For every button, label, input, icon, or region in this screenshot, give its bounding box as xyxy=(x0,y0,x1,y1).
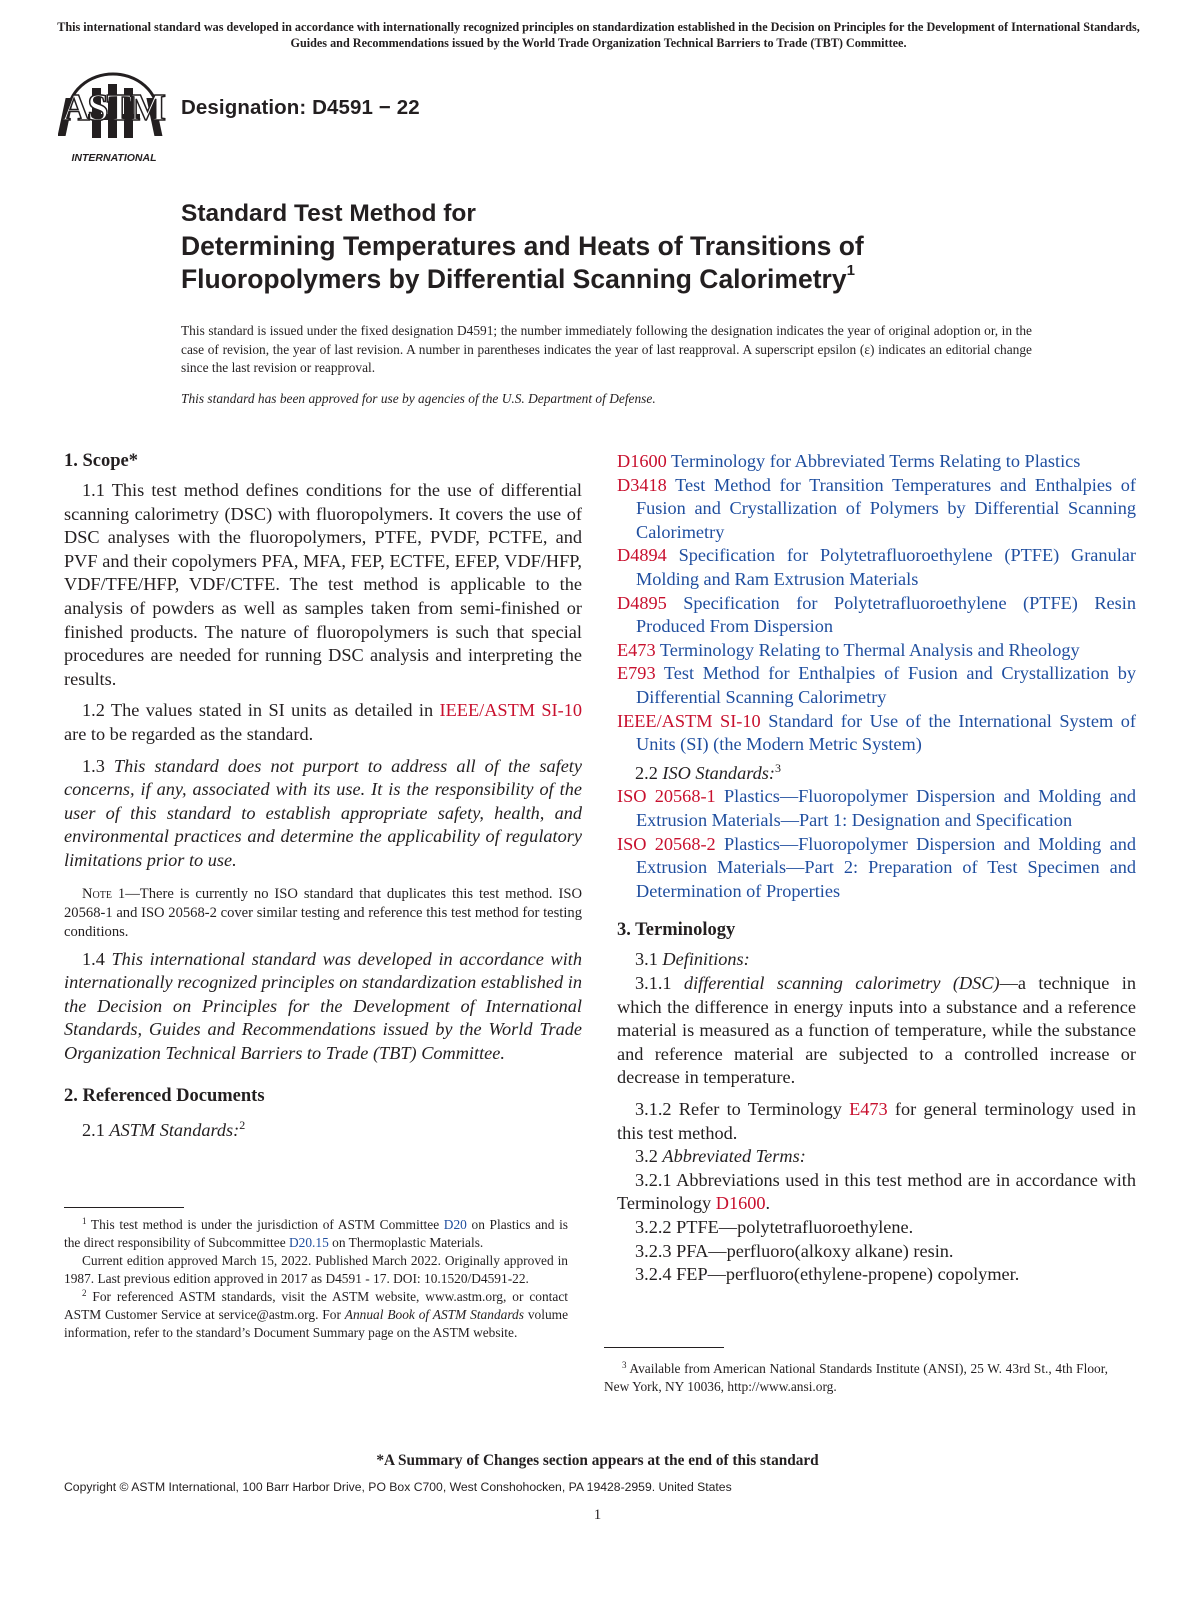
reference-code-link[interactable]: ISO 20568-2 xyxy=(617,833,716,854)
reference-code-link[interactable]: D4895 xyxy=(617,592,667,613)
logo-letters: ASTM xyxy=(62,87,164,129)
reference-title-link[interactable]: Terminology for Abbreviated Terms Relating to Plastics xyxy=(671,451,1081,471)
section-3-2-2: 3.2.2 PTFE—polytetrafluoroethylene. xyxy=(635,1216,914,1237)
d20-15-link[interactable]: D20.15 xyxy=(289,1235,329,1250)
reference-code-link[interactable]: D3418 xyxy=(617,474,667,495)
section-1-1: 1.1 This test method defines conditions for the use of differential scanning calorimetry (DSC) with fluoropolymers. It covers the use of DSC analyses with the fluoropolymers, PTFE, PVDF, PCTFE, and PVF and their copolymers PFA, MFA, FEP, ECTFE, EFEP, VDF/HFP, VDF/TFE/HFP, VDF/CTFE. The test method is applicable to the analysis of powders as well as samples taken from semi-finished or finished products. The nature of fluoropolymers is such that special procedures are needed for running DSC analysis and interpreting the results. xyxy=(64,480,582,689)
d20-link[interactable]: D20 xyxy=(443,1217,467,1232)
reference-code-link[interactable]: D1600 xyxy=(617,451,667,471)
footnote-1: $^1$ This test method is under the jurisdiction of ASTM Committee D20 on Plastics and is the direct responsibility of Subcommittee D20.15 on Thermoplastic Materials. xyxy=(64,1216,568,1250)
dod-statement: This standard has been approved for use by agencies of the U.S. Department of Defense. xyxy=(181,391,656,406)
d1600-link[interactable]: D1600 xyxy=(715,1193,766,1214)
section-3-1-2: 3.1.2 Refer to Terminology E473 for general terminology used in this test method. xyxy=(617,1098,1136,1143)
e473-link[interactable]: E473 xyxy=(849,1098,888,1119)
section-3-2: 3.2 Abbreviated Terms: xyxy=(635,1146,806,1167)
left-column xyxy=(64,450,582,1143)
tbt-notice: This international standard was developed in accordance with internationally recognized principles on standardization established in the Decision on Principles for the Development of International Standards, Guides and Recommendations issued by the World Trade Organization Technical Barriers to Trade (TBT) Committee. xyxy=(57,20,1140,50)
footnote-2: $^2$ For referenced ASTM standards, visit the ASTM website, www.astm.org, or contact ASTM Customer Service at service@astm.org. For Annual Book of ASTM Standards volume information, refer to the standard’s Document Summary page on the ASTM website. xyxy=(64,1288,569,1340)
terminology-heading: 3. Terminology xyxy=(617,920,736,941)
copyright-line: Copyright © ASTM International, 100 Barr Harbor Drive, PO Box C700, West Conshohocken, PA 19428-2959. United States xyxy=(64,1480,732,1494)
reference-title-link[interactable]: Specification for Polytetrafluoroethylene (PTFE) Resin Produced From Dispersion xyxy=(636,592,1136,637)
section-3-1: 3.1 Definitions: xyxy=(635,949,750,970)
reference-title-link[interactable]: Standard for Use of the International System of Units (SI) (the Modern Metric System) xyxy=(636,710,1136,755)
reference-code-link[interactable]: D4894 xyxy=(617,545,667,566)
reference-title-link[interactable]: Test Method for Enthalpies of Fusion and Crystallization by Differential Scanning Calorimetry xyxy=(636,663,1136,707)
section-3-2-3: 3.2.3 PFA—perfluoro(alkoxy alkane) resin. xyxy=(635,1240,954,1261)
reference-item xyxy=(617,450,1136,474)
section-2-1: 2.1 ASTM Standards:$^2$ xyxy=(82,1118,246,1141)
document-title xyxy=(181,197,1081,296)
footnote-rule-left xyxy=(64,1207,184,1208)
reference-item xyxy=(617,639,1136,663)
footnotes-left xyxy=(64,1216,568,1342)
iso-references-list xyxy=(617,785,1136,903)
footnotes-right xyxy=(604,1360,1108,1396)
astm-references-list xyxy=(617,450,1136,757)
scope-heading: 1. Scope* xyxy=(64,451,138,471)
section-3-1-1: 3.1.1 differential scanning calorimetry (DSC)—a technique in which the difference in energy inputs into a substance and a reference material is measured as a function of temperature, while the substance and reference material are subjected to a controlled increase or decrease in temperature. xyxy=(617,972,1136,1088)
reference-title-link[interactable]: Plastics—Fluoropolymer Dispersion and Molding and Extrusion Materials—Part 2: Preparation of Test Specimen and Determination of Properties xyxy=(636,833,1136,901)
footnote-3: $^3$ Available from American National Standards Institute (ANSI), 25 W. 43rd St., 4th Floor, New York, NY 10036, http://www.ansi.org. xyxy=(604,1360,1108,1394)
reference-item xyxy=(617,785,1136,832)
page-number: 1 xyxy=(593,1507,602,1523)
reference-title-link[interactable]: Terminology Relating to Thermal Analysis and Rheology xyxy=(659,639,1080,660)
right-column xyxy=(617,450,1136,1287)
reference-item xyxy=(617,474,1136,545)
note-1: Note 1—There is currently no ISO standard that duplicates this test method. ISO 20568-1 and ISO 20568-2 cover similar testing and reference this test method for testing conditions. xyxy=(64,885,582,940)
section-2-2: 2.2 ISO Standards:$^3$ xyxy=(635,760,781,783)
note-label: Note 1 xyxy=(82,885,126,902)
issued-statement: This standard is issued under the fixed designation D4591; the number immediately following the designation indicates the year of original adoption or, in the case of revision, the year of last revision. A number in parentheses indicates the year of last reapproval. A superscript epsilon (ε) indicates an editorial change since the last revision or reapproval. xyxy=(181,323,1032,375)
title-footnote-mark: 1 xyxy=(846,262,855,279)
reference-code-link[interactable]: ISO 20568-1 xyxy=(617,786,716,807)
astm-logo xyxy=(58,68,168,168)
reference-item xyxy=(617,833,1136,904)
title-line-1: Standard Test Method for xyxy=(181,200,476,227)
section-1-2: 1.2 The values stated in SI units as detailed in IEEE/ASTM SI-10 are to be regarded as the standard. xyxy=(64,700,583,744)
footnote-1-edition: Current edition approved March 15, 2022. Published March 2022. Originally approved in 1987. Last previous edition approved in 2017 as D4591 - 17. DOI: 10.1520/D4591-22. xyxy=(64,1253,568,1286)
si10-link[interactable]: IEEE/ASTM SI-10 xyxy=(439,700,583,721)
logo-subtext: INTERNATIONAL xyxy=(71,152,157,164)
title-line-2: Determining Temperatures and Heats of Transitions of xyxy=(181,231,864,261)
reference-item xyxy=(617,710,1136,757)
reference-item xyxy=(617,592,1136,639)
reference-item xyxy=(617,544,1136,591)
referenced-documents-heading: 2. Referenced Documents xyxy=(64,1086,265,1107)
reference-item xyxy=(617,662,1136,709)
reference-title-link[interactable]: Plastics—Fluoropolymer Dispersion and Molding and Extrusion Materials—Part 1: Designation and Specification xyxy=(636,786,1136,830)
section-1-3: 1.3 This standard does not purport to address all of the safety concerns, if any, associated with its use. It is the responsibility of the user of this standard to establish appropriate safety, health, and environmental practices and determine the applicability of regulatory limitations prior to use. xyxy=(64,755,582,870)
reference-code-link[interactable]: E793 xyxy=(617,663,656,684)
section-3-2-1: 3.2.1 Abbreviations used in this test method are in accordance with Terminology D1600. xyxy=(617,1169,1136,1214)
reference-title-link[interactable]: Specification for Polytetrafluoroethylene (PTFE) Granular Molding and Ram Extrusion Materials xyxy=(636,545,1136,589)
summary-of-changes-note: *A Summary of Changes section appears at the end of this standard xyxy=(376,1452,819,1469)
section-3-2-4: 3.2.4 FEP—perfluoro(ethylene-propene) copolymer. xyxy=(635,1264,1020,1285)
reference-code-link[interactable]: E473 xyxy=(617,639,656,660)
title-line-3: Fluoropolymers by Differential Scanning Calorimetry xyxy=(181,264,847,294)
reference-code-link[interactable]: IEEE/ASTM SI-10 xyxy=(617,710,761,731)
footnote-rule-right xyxy=(604,1347,724,1348)
designation: Designation: D4591 − 22 xyxy=(181,96,420,119)
reference-title-link[interactable]: Test Method for Transition Temperatures and Enthalpies of Fusion and Crystallization of Polymers by Differential Scanning Calorimetry xyxy=(636,474,1136,542)
section-1-4: 1.4 This international standard was developed in accordance with internationally recognized principles on standardization established in the Decision on Principles for the Development of International Standards, Guides and Recommendations issued by the World Trade Organization Technical Barriers to Trade (TBT) Committee. xyxy=(64,948,583,1063)
